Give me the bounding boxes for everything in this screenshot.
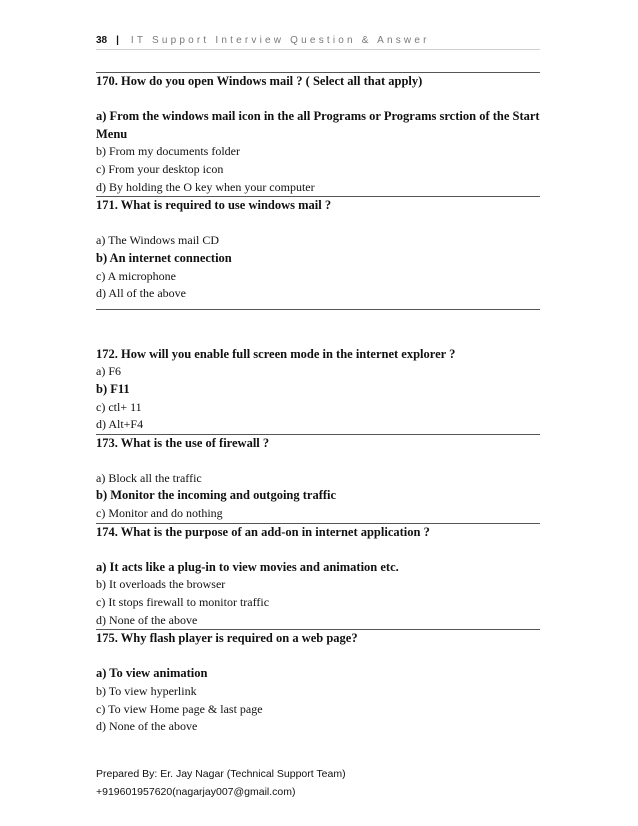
header-separator: | [116,35,119,46]
footer-author: Prepared By: Er. Jay Nagar (Technical Support Team) [96,768,346,780]
answer-option-correct: b) Monitor the incoming and outgoing traffic [96,488,337,503]
answer-option: c) ctl+ 11 [96,399,142,414]
answer-option: d) None of the above [96,612,198,627]
question-171: 171. What is required to use windows mail ? [96,198,332,213]
answer-option: c) It stops firewall to monitor traffic [96,595,270,610]
answer-option: a) Block all the traffic [96,470,202,485]
question-170: 170. How do you open Windows mail ? ( Select all that apply) [96,74,423,88]
page-number: 38 [96,35,108,46]
answer-option: c) Monitor and do nothing [96,506,223,521]
question-list [96,72,540,736]
answer-option-correct: a) To view animation [96,666,208,681]
page-header [96,35,540,46]
answer-option: d) All of the above [96,286,186,301]
page-footer [96,765,346,801]
question-175: 175. Why flash player is required on a web page? [96,631,358,646]
answer-option: d) None of the above [96,719,198,734]
answer-option: c) To view Home page & last page [96,701,263,716]
question-173: 173. What is the use of firewall ? [96,435,270,450]
header-rule [96,49,540,50]
answer-option: c) From your desktop icon [96,161,224,176]
document-title: IT Support Interview Question & Answer [130,35,430,46]
answer-option: b) It overloads the browser [96,577,226,592]
answer-option: b) From my documents folder [96,144,240,159]
answer-option-correct: a) From the windows mail icon in the all Programs or Programs srction of the Start Menu [96,109,540,141]
answer-option-correct: b) F11 [96,381,130,396]
answer-option-correct: b) An internet connection [96,250,232,265]
answer-option: d) Alt+F4 [96,417,144,432]
footer-contact: +919601957620(nagarjay007@gmail.com) [96,786,296,798]
answer-option: b) To view hyperlink [96,684,197,698]
question-174: 174. What is the purpose of an add-on in internet application ? [96,524,430,539]
question-172: 172. How will you enable full screen mode in the internet explorer ? [96,346,456,361]
answer-option: a) F6 [96,364,121,379]
answer-option: c) A microphone [96,268,176,283]
answer-option: a) The Windows mail CD [96,233,220,248]
answer-option-correct: a) It acts like a plug-in to view movies and animation etc. [96,559,399,574]
answer-option: d) By holding the O key when your computer [96,179,315,194]
